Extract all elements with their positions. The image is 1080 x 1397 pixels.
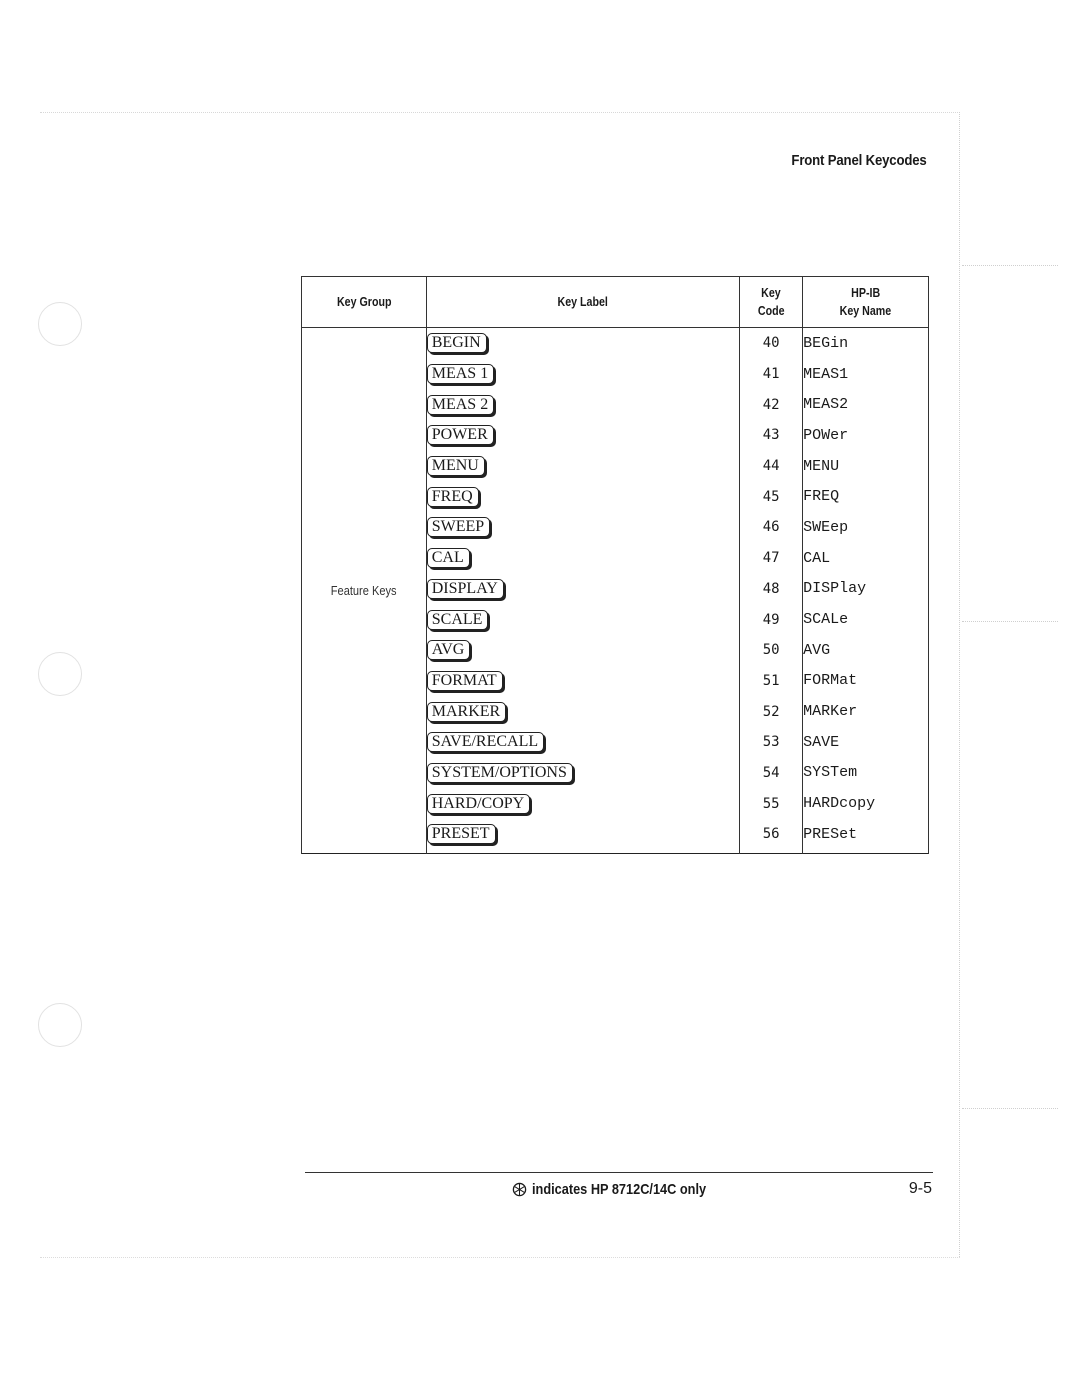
- key-label-cell: [426, 359, 739, 390]
- hpib-key-name: SYSTem: [803, 758, 929, 789]
- front-panel-key: FREQ: [427, 487, 479, 507]
- front-panel-key: CAL: [427, 548, 470, 568]
- col-key-code: Key Code: [740, 277, 803, 328]
- key-code: 43: [740, 420, 803, 451]
- scan-edge-right: [959, 112, 960, 1257]
- key-code: 46: [740, 512, 803, 543]
- scan-tick: [962, 621, 1058, 622]
- key-label-cell: [426, 666, 739, 697]
- key-group-label: Feature Keys: [331, 582, 397, 598]
- key-code: 55: [740, 788, 803, 819]
- key-label-cell: [426, 574, 739, 605]
- key-code: 42: [740, 389, 803, 420]
- hpib-key-name: MARKer: [803, 696, 929, 727]
- scan-edge-bottom: [40, 1257, 960, 1258]
- page-number: 9-5: [908, 1180, 932, 1197]
- front-panel-key: BEGIN: [427, 333, 487, 353]
- option-symbol-icon: [512, 1182, 527, 1197]
- front-panel-key: HARD/COPY: [427, 794, 530, 814]
- key-code: 45: [740, 481, 803, 512]
- key-code: 53: [740, 727, 803, 758]
- front-panel-key: FORMAT: [427, 671, 503, 691]
- key-label-cell: [426, 451, 739, 482]
- punch-hole: [38, 302, 82, 346]
- hpib-key-name: BEGin: [803, 328, 929, 359]
- front-panel-key: SAVE/RECALL: [427, 732, 544, 752]
- key-label-cell: [426, 328, 739, 359]
- hpib-key-name: SWEep: [803, 512, 929, 543]
- col-hpib-key-name: HP-IB Key Name: [803, 277, 929, 328]
- key-code: 40: [740, 328, 803, 359]
- scan-tick: [962, 265, 1058, 266]
- punch-hole: [38, 1003, 82, 1047]
- front-panel-key: AVG: [427, 640, 471, 660]
- running-header: Front Panel Keycodes: [791, 152, 927, 169]
- hpib-key-name: MEAS1: [803, 359, 929, 390]
- hpib-key-name: CAL: [803, 543, 929, 574]
- key-code: 56: [740, 819, 803, 853]
- col-key-label: Key Label: [426, 277, 739, 328]
- key-label-cell: [426, 758, 739, 789]
- front-panel-key: SWEEP: [427, 517, 490, 537]
- front-panel-key: MEAS 2: [427, 395, 494, 415]
- hpib-key-name: SCALe: [803, 604, 929, 635]
- key-group-cell: [302, 328, 427, 854]
- hpib-key-name: AVG: [803, 635, 929, 666]
- key-label-cell: [426, 420, 739, 451]
- hpib-key-name: HARDcopy: [803, 788, 929, 819]
- front-panel-key: MARKER: [427, 702, 506, 722]
- key-code: 49: [740, 604, 803, 635]
- key-code: 47: [740, 543, 803, 574]
- front-panel-key: MEAS 1: [427, 364, 494, 384]
- key-label-cell: [426, 635, 739, 666]
- hpib-key-name: POWer: [803, 420, 929, 451]
- key-label-cell: [426, 543, 739, 574]
- key-label-cell: [426, 696, 739, 727]
- front-panel-key: MENU: [427, 456, 485, 476]
- key-code: 50: [740, 635, 803, 666]
- hpib-key-name: MENU: [803, 451, 929, 482]
- hpib-key-name: FORMat: [803, 666, 929, 697]
- key-label-cell: [426, 788, 739, 819]
- hpib-key-name: SAVE: [803, 727, 929, 758]
- key-code: 51: [740, 666, 803, 697]
- table-row: [302, 328, 929, 359]
- key-label-cell: [426, 604, 739, 635]
- key-label-cell: [426, 512, 739, 543]
- key-label-cell: [426, 481, 739, 512]
- footer-rule: [305, 1172, 933, 1173]
- key-label-cell: [426, 819, 739, 853]
- key-code: 48: [740, 574, 803, 605]
- key-code: 54: [740, 758, 803, 789]
- front-panel-key: SCALE: [427, 610, 489, 630]
- front-panel-key: PRESET: [427, 824, 496, 844]
- scan-edge-top: [40, 112, 960, 113]
- hpib-key-name: PRESet: [803, 819, 929, 853]
- keycode-table: [301, 276, 929, 854]
- key-label-cell: [426, 389, 739, 420]
- key-code: 52: [740, 696, 803, 727]
- hpib-key-name: DISPlay: [803, 574, 929, 605]
- hpib-key-name: MEAS2: [803, 389, 929, 420]
- col-key-group: Key Group: [302, 277, 427, 328]
- hpib-key-name: FREQ: [803, 481, 929, 512]
- key-label-cell: [426, 727, 739, 758]
- punch-hole: [38, 652, 82, 696]
- table-header-row: [302, 277, 929, 328]
- front-panel-key: SYSTEM/OPTIONS: [427, 763, 573, 783]
- key-code: 41: [740, 359, 803, 390]
- front-panel-key: DISPLAY: [427, 579, 504, 599]
- key-code: 44: [740, 451, 803, 482]
- footer-note: [512, 1181, 737, 1198]
- front-panel-key: POWER: [427, 425, 494, 445]
- footer-note-text: indicates HP 8712C/14C only: [532, 1181, 707, 1198]
- scan-tick: [962, 1108, 1058, 1109]
